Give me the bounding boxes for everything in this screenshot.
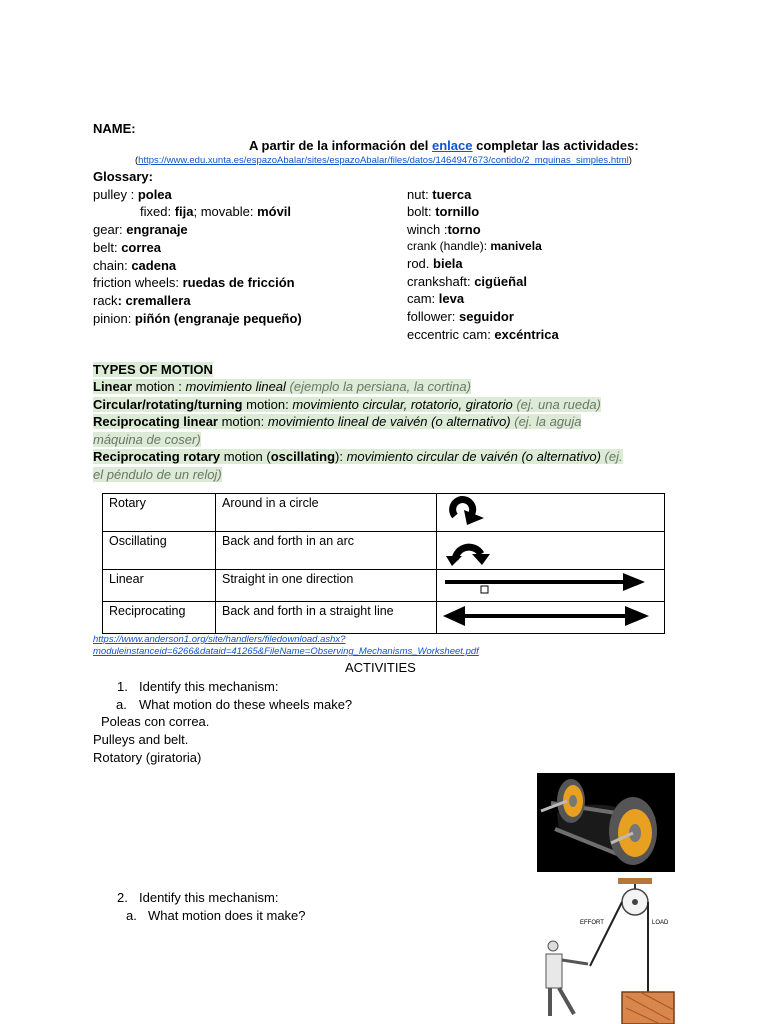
q2-text: Identify this mechanism: [139, 890, 279, 905]
glossary-item: winch :torno [407, 222, 481, 237]
glossary-item: crank (handle): manivela [407, 239, 542, 253]
q1-answer: Pulleys and belt. [93, 732, 189, 747]
glossary-item: gear: engranaje [93, 222, 188, 237]
name-label: NAME: [93, 121, 136, 136]
q2a-text: What motion does it make? [148, 908, 306, 923]
rotary-icon [437, 494, 497, 528]
motion-name: Oscillating [103, 532, 216, 570]
instruction-line [249, 137, 639, 154]
single-pulley-image [540, 876, 680, 1024]
ceiling-beam [618, 878, 652, 884]
enlace-link[interactable]: enlace [432, 138, 473, 153]
glossary-item: cam: leva [407, 291, 465, 306]
effort-label: EFFORT [580, 920, 604, 926]
motion-icon-cell [437, 494, 665, 532]
q1-answer: Poleas con correa. [101, 714, 210, 729]
motion-line: el péndulo de un reloj) [93, 467, 222, 482]
glossary-item: crankshaft: cigüeñal [407, 274, 527, 289]
motion-icon-cell [437, 602, 665, 634]
motion-desc: Back and forth in an arc [216, 532, 437, 570]
instruction-pre: A partir de la información del [249, 138, 432, 153]
load-label: LOAD [652, 920, 669, 926]
instruction-post: completar las actividades: [472, 138, 639, 153]
source-open: ( [135, 155, 139, 166]
glossary-item: follower: seguidor [407, 309, 514, 324]
glossary-item: bolt: tornillo [407, 204, 480, 219]
motion-line: Reciprocating rotary motion (oscillating): movimiento circular de vaivén (o alternativo) (ej. [93, 449, 623, 464]
glossary-item: belt: correa [93, 240, 161, 255]
q1-answer: Rotatory (giratoria) [93, 750, 202, 765]
activities-title: ACTIVITIES [345, 660, 416, 675]
motion-title: TYPES OF MOTION [93, 362, 213, 377]
linear-arrow-icon [437, 570, 663, 598]
motion-name: Reciprocating [103, 602, 216, 634]
motion-desc: Straight in one direction [216, 570, 437, 602]
glossary-item: nut: tuerca [407, 187, 472, 202]
motion-name: Rotary [103, 494, 216, 532]
person-icon [546, 941, 588, 1016]
table-row [103, 570, 665, 602]
glossary-title: Glossary: [93, 169, 153, 184]
motion-desc: Around in a circle [216, 494, 437, 532]
pulleys-belt-image [537, 773, 675, 872]
worksheet-link-line1[interactable]: https://www.anderson1.org/site/handlers/filedownload.ashx? [93, 634, 346, 645]
oscillating-icon [437, 532, 497, 566]
glossary-item: pulley : polea [93, 187, 172, 202]
motion-line: Circular/rotating/turning motion: movimiento circular, rotatorio, giratorio (ej. una rueda) [93, 397, 601, 412]
motion-name: Linear [103, 570, 216, 602]
double-arrow-icon [437, 602, 663, 630]
q1a-letter: a. [116, 697, 127, 712]
q1a-text: What motion do these wheels make? [139, 697, 353, 712]
motion-line: máquina de coser) [93, 432, 201, 447]
motion-icon-cell [437, 532, 665, 570]
table-row [103, 532, 665, 570]
table-row [103, 602, 665, 634]
q1-text: Identify this mechanism: [139, 679, 279, 694]
motion-icon-cell [437, 570, 665, 602]
table-row [103, 494, 665, 532]
q2a-letter: a. [126, 908, 137, 923]
glossary-item: fixed: fija; movable: móvil [140, 204, 292, 219]
motion-desc: Back and forth in a straight line [216, 602, 437, 634]
worksheet-link[interactable] [93, 634, 479, 658]
motion-line: Reciprocating linear motion: movimiento lineal de vaivén (o alternativo) (ej. la aguja [93, 414, 582, 429]
glossary-item: eccentric cam: excéntrica [407, 327, 559, 342]
glossary-item: rod. biela [407, 256, 463, 271]
glossary-item: friction wheels: ruedas de fricción [93, 275, 295, 290]
source-line [135, 155, 632, 166]
worksheet-link-line2[interactable]: moduleinstanceid=6266&dataid=41265&FileName=Observing_Mechanisms_Worksheet.pdf [93, 646, 479, 657]
motion-table [102, 493, 665, 634]
glossary-item: pinion: piñón (engranaje pequeño) [93, 311, 302, 326]
glossary-item: chain: cadena [93, 258, 177, 273]
glossary-item: rack: cremallera [93, 293, 191, 308]
source-close: ) [628, 155, 632, 166]
q2-number: 2. [117, 890, 128, 905]
motion-line: Linear motion : movimiento lineal (ejemplo la persiana, la cortina) [93, 379, 471, 394]
source-url-link[interactable]: https://www.edu.xunta.es/espazoAbalar/sites/espazoAbalar/files/datos/1464947673/contido/2_mquinas_simples.html [138, 155, 629, 166]
q1-number: 1. [117, 679, 128, 694]
